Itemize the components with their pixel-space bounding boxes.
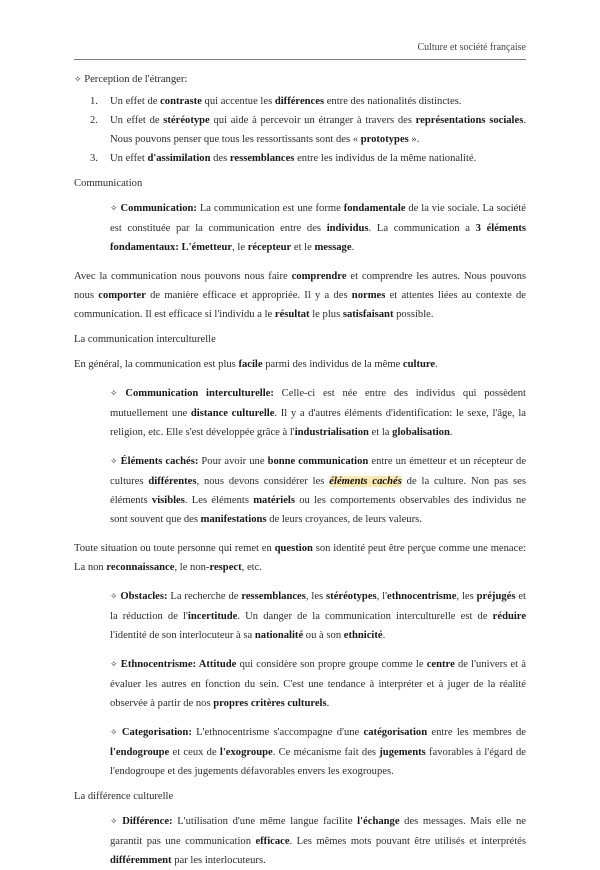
perception-heading: ✧ Perception de l'étranger:: [74, 74, 188, 85]
communication-heading: Communication: [74, 178, 143, 189]
diamond-bullet-icon: ✧: [110, 204, 118, 214]
diamond-bullet-icon: ✧: [110, 592, 118, 602]
diamond-bullet-icon: ✧: [110, 389, 118, 399]
running-header: Culture et société française: [417, 42, 526, 53]
highlighted-term: éléments cachés: [329, 476, 402, 487]
list-item: 1. Un effet de contraste qui accentue les différences entre des nationalités distinctes.: [90, 96, 462, 107]
ethnocentrisme: ✧ Ethnocentrisme: Attitude qui considère son propre groupe comme le centre de l'univers et à évaluer les autres en fonction du sein. C'est une tendance à interpréter et à juger de la réalité observée à partir de nos propres critères culturels.: [110, 659, 526, 709]
identite-paragraph: Toute situation ou toute personne qui remet en question son identité peut être perçue comme une menace: La non reconnaissance, le non-respect, etc.: [74, 543, 526, 573]
interculturelle-heading: La communication interculturelle: [74, 334, 216, 345]
categorisation: ✧ Categorisation: L'ethnocentrisme s'accompagne d'une catégorisation entre les membres de l'endogroupe et ceux de l'exogroupe. Ce mécanisme fait des jugements favorables à l'égard de l'endogroupe et des jugements défavorables envers les exogroupes.: [110, 727, 526, 777]
difference-definition: ✧ Différence: L'utilisation d'une même langue facilite l'échange des messages. Mais elle ne garantit pas une communication efficace. Les mêmes mots pouvant être utilisés et interprétés différemment par les interlocuteurs.: [110, 816, 526, 866]
document-body: [74, 70, 526, 870]
list-item: 2. Un effet de stéréotype qui aide à percevoir un étranger à travers des représentations sociales. Nous pouvons penser que tous les ressortissants sont des « prototypes ».: [90, 115, 526, 145]
diamond-bullet-icon: ✧: [110, 817, 118, 827]
interculturelle-definition: ✧ Communication interculturelle: Celle-ci est née entre des individus qui possèdent mutuellement une distance culturelle. Il y a d'autres éléments d'identification: le sexe, l'âge, la religion, etc. Elle s'est développée grâce à l'industrialisation et la globalisation.: [110, 388, 527, 438]
diamond-bullet-icon: ✧: [110, 728, 118, 738]
difference-heading: La différence culturelle: [74, 791, 174, 802]
diamond-bullet-icon: ✧: [74, 75, 82, 85]
header-rule: [74, 59, 526, 60]
communication-paragraph: Avec la communication nous pouvons nous faire comprendre et comprendre les autres. Nous pouvons nous comporter de manière efficace et appropriée. Il y a des normes et attentes liées au contexte de communication. Il est efficace si l'individu a le résultat le plus satisfaisant possible.: [74, 271, 527, 320]
diamond-bullet-icon: ✧: [110, 457, 118, 467]
interculturelle-intro: En général, la communication est plus facile parmi des individus de la même culture.: [74, 359, 438, 370]
obstacles: ✧ Obstacles: La recherche de ressemblances, les stéréotypes, l'ethnocentrisme, les préjugés et la réduction de l'incertitude. Un danger de la communication interculturelle est de réduire l'identité de son interlocuteur à sa nationalité ou à son ethnicité.: [110, 591, 527, 641]
communication-definition: ✧ Communication: La communication est une forme fondamentale de la vie sociale. La société est constituée par la communication entre des individus. La communication a 3 éléments fondamentaux: L'émetteur, le récepteur et le message.: [110, 203, 527, 253]
list-item: 3. Un effet d'assimilation des ressemblances entre les individus de la même nationalité.: [90, 153, 477, 164]
perception-list: [74, 92, 526, 168]
diamond-bullet-icon: ✧: [110, 660, 118, 670]
elements-caches: ✧ Éléments cachés: Pour avoir une bonne communication entre un émetteur et un récepteur de cultures différentes, nous devons considérer les éléments cachés de la culture. Non pas ses éléments visibles. Les éléments matériels ou les comportements observables des individus ne sont souvent que des manifestations de leurs croyances, de leurs valeurs.: [110, 456, 527, 525]
